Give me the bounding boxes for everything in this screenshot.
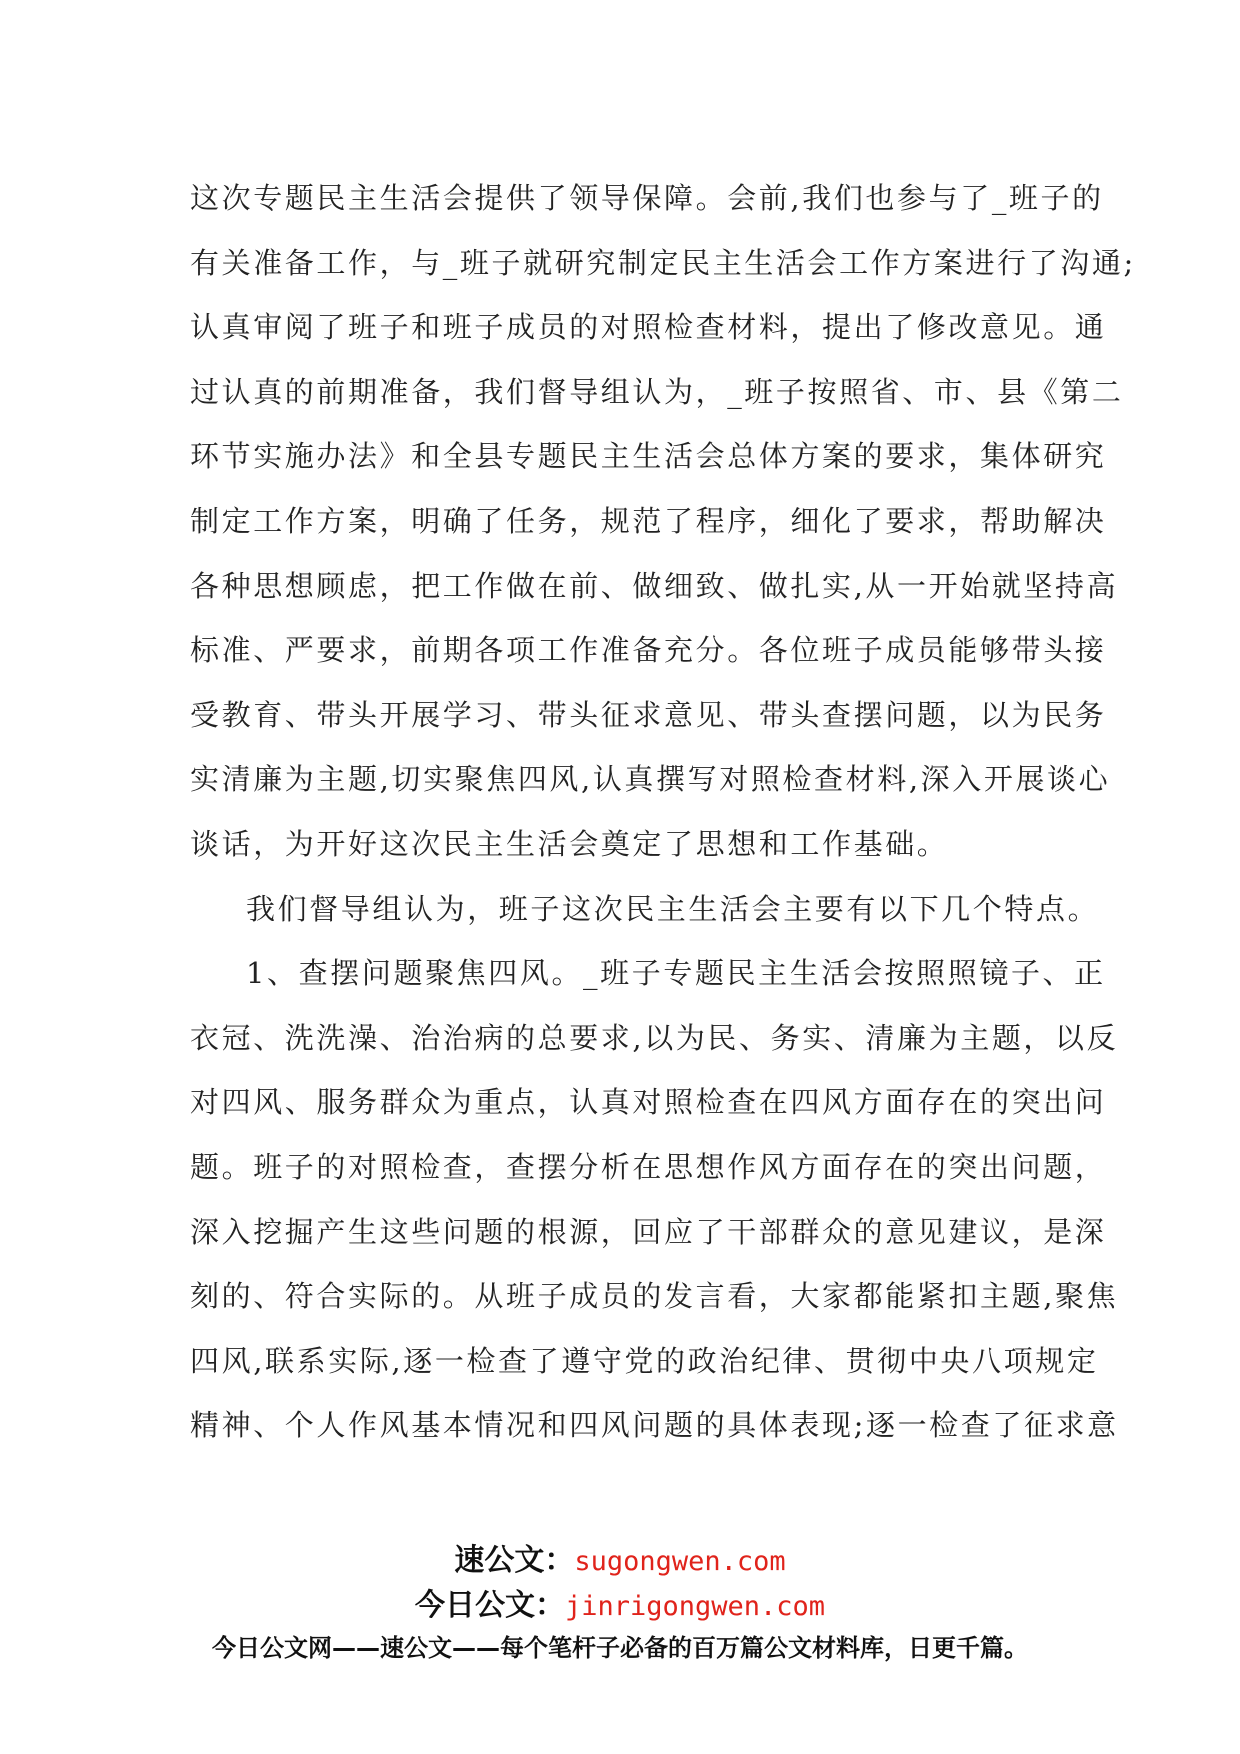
footer-slogan-text: 今日公文网——速公文——每个笔杆子必备的百万篇公文材料库，日更千篇。	[212, 1634, 1028, 1662]
text-line: 环节实施办法》和全县专题民主生活会总体方案的要求，集体研究	[190, 439, 1107, 474]
text-line: 标准、严要求，前期各项工作准备充分。各位班子成员能够带头接	[190, 633, 1107, 668]
text-line: 有关准备工作，与_班子就研究制定民主生活会工作方案进行了沟通;	[190, 245, 1136, 280]
text-line: 对四风、服务群众为重点，认真对照检查在四风方面存在的突出问	[190, 1085, 1107, 1120]
text-line: 谈话，为开好这次民主生活会奠定了思想和工作基础。	[190, 826, 949, 861]
footer-link-jinrigongwen[interactable]: jinrigongwen.com	[564, 1591, 826, 1622]
text-line: 衣冠、洗洗澡、治治病的总要求,以为民、务实、清廉为主题，以反	[190, 1020, 1119, 1055]
text-line: 这次专题民主生活会提供了领导保障。会前,我们也参与了_班子的	[190, 181, 1104, 215]
text-line: 精神、个人作风基本情况和四风问题的具体表现;逐一检查了征求意	[190, 1408, 1119, 1443]
footer-slogan	[0, 1628, 1240, 1663]
footer-label: 速公文：	[454, 1543, 575, 1578]
text-line: 制定工作方案，明确了任务，规范了程序，细化了要求，帮助解决	[190, 503, 1107, 538]
text-line: 过认真的前期准备，我们督导组认为，_班子按照省、市、县《第二	[190, 374, 1124, 409]
footer-line-sugongwen	[0, 1535, 1240, 1579]
text-line: 四风,联系实际,逐一检查了遵守党的政治纪律、贯彻中央八项规定	[190, 1343, 1099, 1378]
footer-label: 今日公文：	[414, 1588, 565, 1623]
text-line: 深入挖掘产生这些问题的根源，回应了干部群众的意见建议，是深	[190, 1214, 1107, 1249]
text-line: 受教育、带头开展学习、带头征求意见、带头查摆问题，以为民务	[190, 697, 1107, 732]
paragraph-first-line: 1、查摆问题聚焦四风。_班子专题民主生活会按照照镜子、正	[246, 956, 1106, 991]
body-text	[190, 175, 1136, 1467]
text-line: 认真审阅了班子和班子成员的对照检查材料，提出了修改意见。通	[190, 310, 1107, 345]
text-line: 题。班子的对照检查，查摆分析在思想作风方面存在的突出问题，	[190, 1149, 1107, 1184]
footer-link-sugongwen[interactable]: sugongwen.com	[574, 1546, 786, 1577]
text-line: 实清廉为主题,切实聚焦四风,认真撰写对照检查材料,深入开展谈心	[190, 762, 1111, 797]
text-line: 刻的、符合实际的。从班子成员的发言看，大家都能紧扣主题,聚焦	[190, 1279, 1119, 1314]
text-line: 各种思想顾虑，把工作做在前、做细致、做扎实,从一开始就坚持高	[190, 568, 1119, 603]
footer-line-jinrigongwen	[0, 1580, 1240, 1624]
paragraph-first-line: 我们督导组认为，班子这次民主生活会主要有以下几个特点。	[246, 891, 1100, 926]
